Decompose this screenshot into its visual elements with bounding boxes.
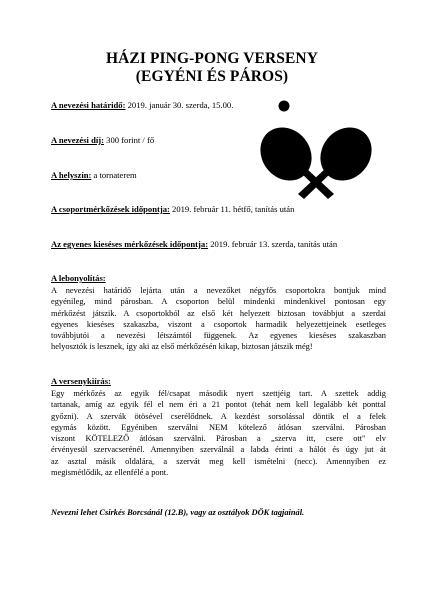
paragraph-line: az asztal másik oldalára, a szervát meg kell ismételni (necc). Amennyiben ez bbox=[51, 456, 386, 466]
field-venue bbox=[51, 170, 137, 181]
field-knockout-matches bbox=[51, 239, 337, 250]
field-value: 2019. január 30. szerda, 15.00. bbox=[125, 100, 234, 110]
paragraph-line: egyenes kieséses szakaszba, viszont a csoportok harmadik helyezettjeinek esetleges bbox=[51, 319, 386, 329]
field-value: a tornaterem bbox=[91, 170, 137, 180]
paragraph-line: továbbjutói a nevezési létszámtól függenek. Az egyenes kieséses szakaszban bbox=[51, 331, 386, 341]
ping-pong-ball-icon bbox=[279, 101, 290, 112]
paragraph-line: A nevezési határidő lejárta után a nevezőket négyfős csoportokra bontjuk mind bbox=[51, 286, 386, 295]
paragraph-line: megismétlődik, az ellenfélé a pont. bbox=[51, 468, 169, 478]
field-label: A nevezési díj: bbox=[51, 135, 104, 145]
section-title-procedure: A lebonyolítás: bbox=[51, 273, 106, 283]
paragraph-line: egyénileg, mind párosban. A csoporton belül mindenki mindenkivel pontosan egy bbox=[51, 297, 386, 307]
paragraph-line: győzni). A szervák ötösével cserélődnek. A kezdést sorsolással döntik el a felek bbox=[51, 411, 386, 421]
page-subtitle: (EGYÉNI ÉS PÁROS) bbox=[135, 68, 289, 85]
field-label: Az egyenes kieséses mérkőzések időpontja: bbox=[51, 239, 209, 249]
section-title-rules: A versenykiírás: bbox=[51, 376, 111, 386]
field-value: 2019. február 11. hétfő, tanítás után bbox=[169, 204, 295, 214]
ping-pong-paddles-icon bbox=[256, 96, 376, 200]
field-label: A helyszín: bbox=[51, 170, 92, 180]
field-label: A nevezési határidő: bbox=[51, 100, 126, 110]
field-label: A csoportmérkőzések időpontja: bbox=[51, 204, 170, 214]
footer-note: Nevezni lehet Csirkés Borcsánál (12.B), vagy az osztályok DÖK tagjainál. bbox=[51, 508, 305, 517]
paragraph-line: helyosztók is lesznek, így aki az első mérkőzésén kikap, biztosan játszik még! bbox=[51, 342, 313, 352]
paragraph-line: viszont KÖTELEZŐ átlósan szerválni. Párosban a „szerva itt, csere ott" elv bbox=[51, 434, 386, 444]
field-deadline bbox=[51, 100, 233, 111]
paragraph-line: Egy mérkőzés az egyik fél/csapat második nyert szettjéig tart. A szettek addig bbox=[51, 389, 386, 398]
paragraph-line: tartanak, amíg az egyik fél el nem éri a 21 pontot (tehát nem kell legalább két ponttal bbox=[51, 400, 386, 410]
section-body-rules bbox=[51, 388, 386, 478]
paragraph-line: érvényesül szervacserénél. Amennyiben szerválnál a labda érinti a hálót és úgy jut át bbox=[51, 445, 386, 455]
field-group-matches bbox=[51, 204, 294, 215]
field-value: 300 forint / fő bbox=[104, 135, 155, 145]
section-body-procedure bbox=[51, 285, 386, 353]
field-fee bbox=[51, 135, 154, 146]
paragraph-line: egymás között. Egyéniben szerválni NEM kötelező átlósan szerválni. Párosban bbox=[51, 422, 386, 432]
field-value: 2019. február 13. szerda, tanítás után bbox=[208, 239, 338, 249]
page-title: HÁZI PING-PONG VERSENY bbox=[105, 50, 319, 67]
paragraph-line: mérkőzést játszik. A csoportokból az első két helyezett biztosan továbbjut a szerdai bbox=[51, 308, 386, 318]
